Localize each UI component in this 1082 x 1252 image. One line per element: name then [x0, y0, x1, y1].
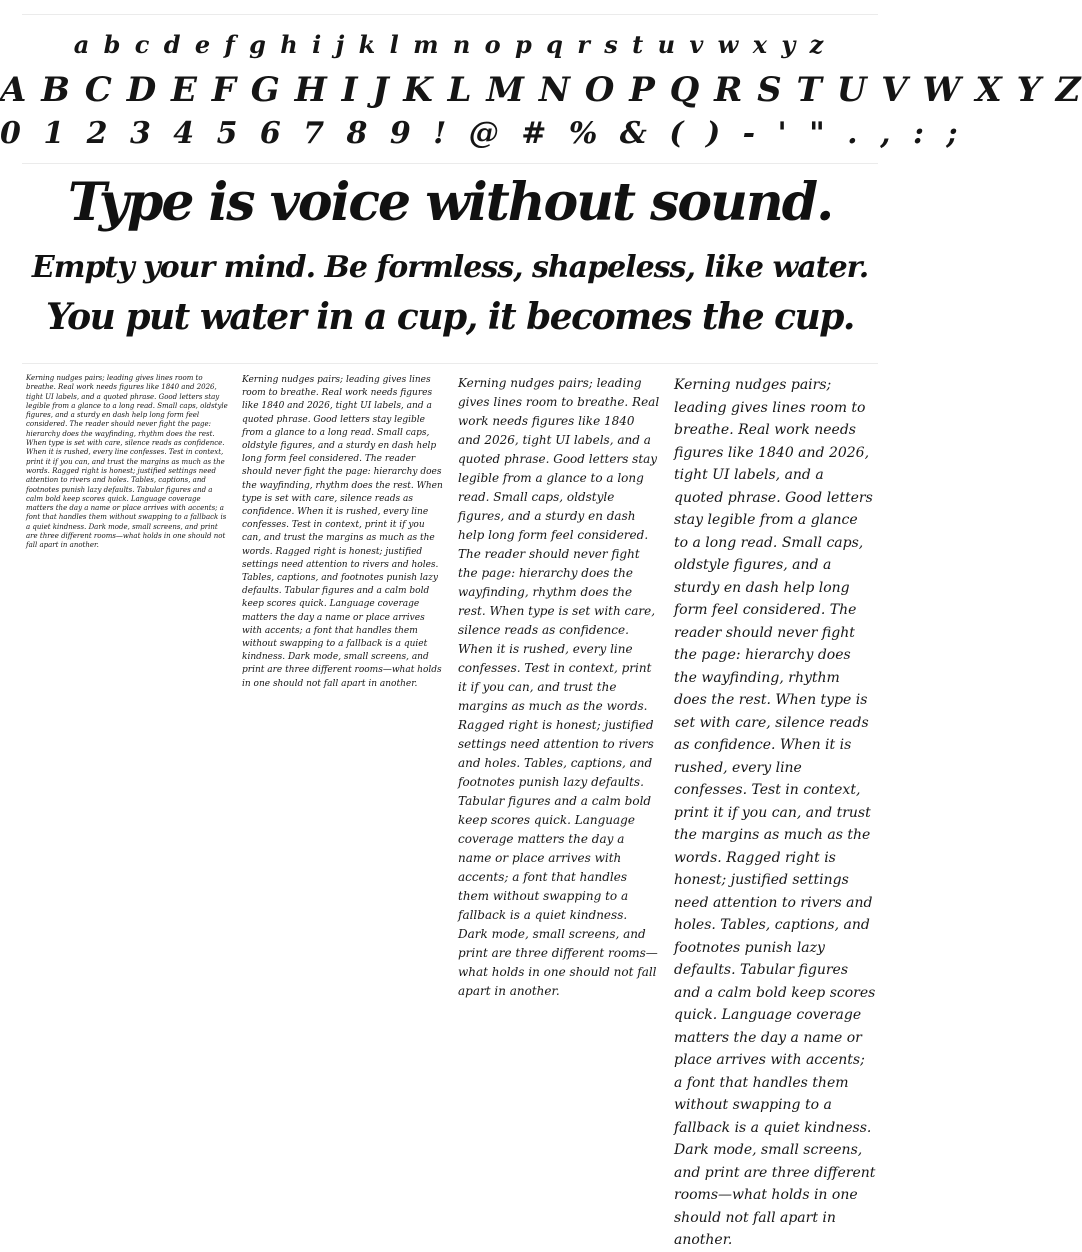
body-sample-text: Kerning nudges pairs; leading gives lines room to breathe. Real work needs figures like 1840 and 2026, tight UI labels, and a quoted phrase. Good letters stay legible from a glance to a long read. Small caps, oldstyle figures, and a sturdy en dash help long form feel considered. The reader should never fight the page: hierarchy does the wayfinding, rhythm does the rest. When type is set with care, silence reads as confidence. When it is rushed, every line confesses. Test in context, print it if you can, and trust the margins as much as the words. Ragged right is honest; justified settings need attention to rivers and holes. Tables, captions, and footnotes punish lazy defaults. Tabular figures and a calm bold keep scores quick. Language coverage matters the day a name or place arrives with accents; a font that handles them without swapping to a fallback is a quiet kindness. Dark mode, small screens, and print are three different rooms—what holds in one should not fall apart in another.	[26, 374, 228, 550]
uppercase-charset: A B C D E F G H I J K L M N O P Q R S T U V W X Y Z	[0, 70, 1082, 110]
body-sample-text: Kerning nudges pairs; leading gives lines room to breathe. Real work needs figures like 1840 and 2026, tight UI labels, and a quoted phrase. Good letters stay legible from a glance to a long read. Small caps, oldstyle figures, and a sturdy en dash help long form feel considered. The reader should never fight the page: hierarchy does the wayfinding, rhythm does the rest. When type is set with care, silence reads as confidence. When it is rushed, every line confesses. Test in context, print it if you can, and trust the margins as much as the words. Ragged right is honest; justified settings need attention to rivers and holes. Tables, captions, and footnotes punish lazy defaults. Tabular figures and a calm bold keep scores quick. Language coverage matters the day a name or place arrives with accents; a font that handles them without swapping to a fallback is a quiet kindness. Dark mode, small screens, and print are three different rooms—what holds in one should not fall apart in another.	[674, 377, 876, 1248]
display-divider	[22, 363, 878, 364]
body-sample-text: Kerning nudges pairs; leading gives lines room to breathe. Real work needs figures like 1840 and 2026, tight UI labels, and a quoted phrase. Good letters stay legible from a glance to a long read. Small caps, oldstyle figures, and a sturdy en dash help long form feel considered. The reader should never fight the page: hierarchy does the wayfinding, rhythm does the rest. When type is set with care, silence reads as confidence. When it is rushed, every line confesses. Test in context, print it if you can, and trust the margins as much as the words. Ragged right is honest; justified settings need attention to rivers and holes. Tables, captions, and footnotes punish lazy defaults. Tabular figures and a calm bold keep scores quick. Language coverage matters the day a name or place arrives with accents; a font that handles them without swapping to a fallback is a quiet kindness. Dark mode, small screens, and print are three different rooms—what holds in one should not fall apart in another.	[242, 375, 443, 689]
display-quote-line-2: You put water in a cup, it becomes the cup.	[46, 296, 854, 338]
numerals-punctuation-charset: 0 1 2 3 4 5 6 7 8 9 ! @ # % & ( ) - ' " . , : ;	[0, 116, 964, 151]
display-quote-line-1: Empty your mind. Be formless, shapeless, like water.	[31, 250, 869, 285]
body-sample-large	[674, 374, 876, 1248]
body-sample-xsmall	[26, 374, 228, 636]
body-sample-text: Kerning nudges pairs; leading gives lines room to breathe. Real work needs figures like 1840 and 2026, tight UI labels, and a quoted phrase. Good letters stay legible from a glance to a long read. Small caps, oldstyle figures, and a sturdy en dash help long form feel considered. The reader should never fight the page: hierarchy does the wayfinding, rhythm does the rest. When type is set with care, silence reads as confidence. When it is rushed, every line confesses. Test in context, print it if you can, and trust the margins as much as the words. Ragged right is honest; justified settings need attention to rivers and holes. Tables, captions, and footnotes punish lazy defaults. Tabular figures and a calm bold keep scores quick. Language coverage matters the day a name or place arrives with accents; a font that handles them without swapping to a fallback is a quiet kindness. Dark mode, small screens, and print are three different rooms—what holds in one should not fall apart in another.	[458, 376, 660, 998]
charset-divider	[22, 163, 878, 164]
body-sample-medium	[458, 374, 660, 998]
lowercase-charset: a b c d e f g h i j k l m n o p q r s t u v w x y z	[73, 30, 827, 59]
top-divider	[22, 14, 878, 15]
display-headline: Type is voice without sound.	[67, 172, 833, 233]
body-sample-small	[242, 374, 444, 689]
